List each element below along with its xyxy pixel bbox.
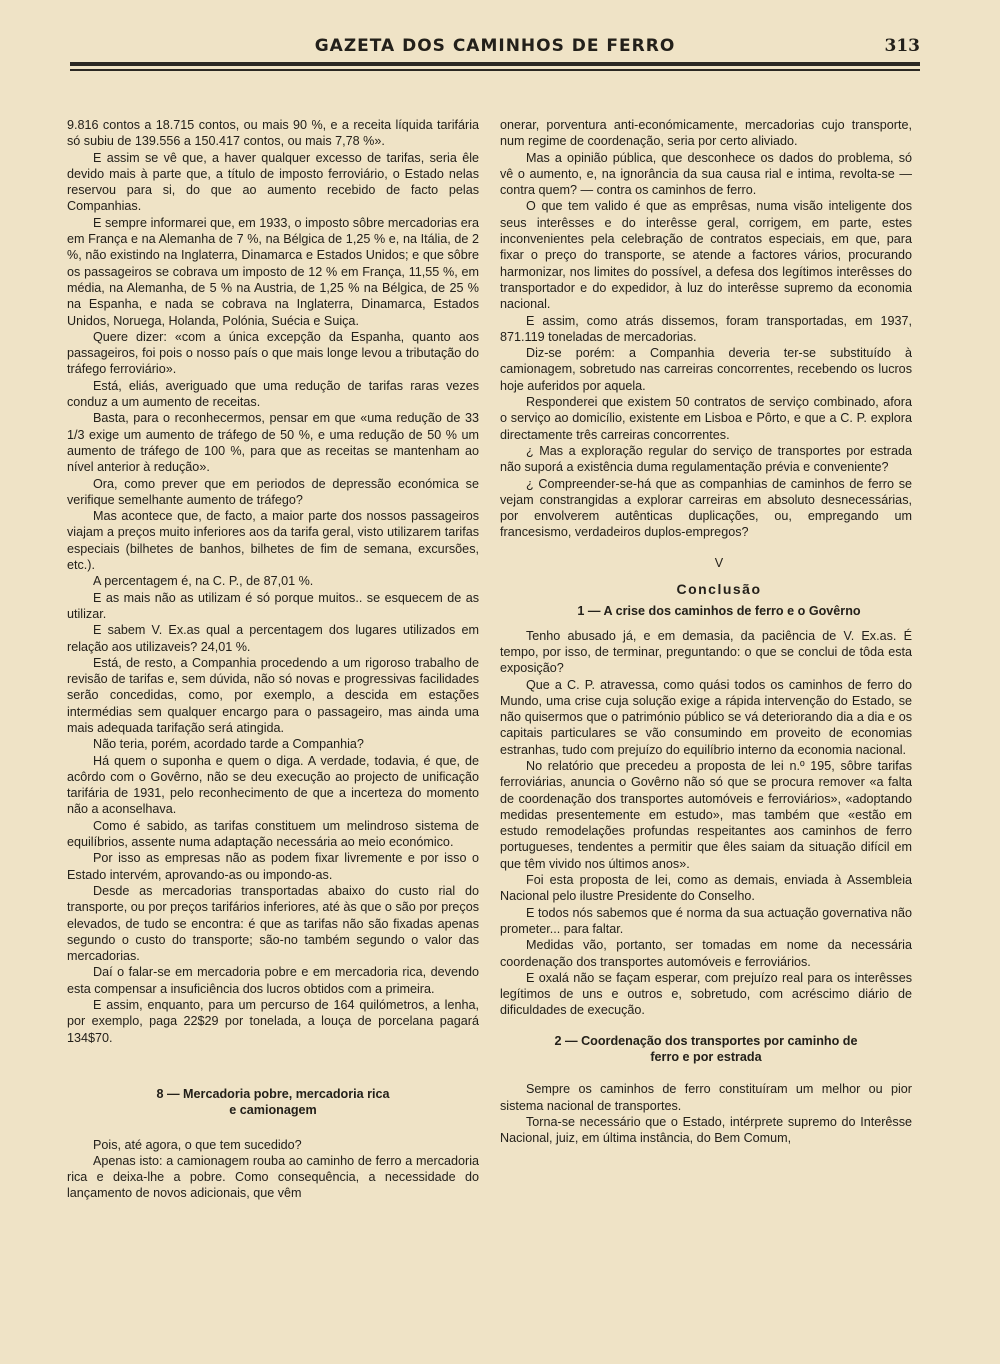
paragraph: E sabem V. Ex.as qual a percentagem dos lugares utilizados em relação aos utilizaveis? 24,01 %. <box>67 623 479 654</box>
header-rule-thin <box>70 69 920 71</box>
section-heading-line: 8 — Mercadoria pobre, mercadoria rica <box>156 1086 390 1101</box>
paragraph: Está, de resto, a Companhia procedendo a um rigoroso trabalho de revisão de tarifas e, sem dúvida, não só novas e progressivas facilidades serão concedidas, como, por exemplo, a descida em estações intermédias sem qualquer encargo para o passageiro, mas ainda uma mais adequada tarifação será atingida. <box>67 655 479 735</box>
paragraph: Tenho abusado já, e em demasia, da paciência de V. Ex.as. É tempo, por isso, de terminar, preguntando: o que se conclui de tôda esta exposição? <box>500 628 912 676</box>
section-heading-line: 2 — Coordenação dos transportes por caminho de <box>554 1033 858 1048</box>
left-column <box>67 117 479 1202</box>
page-header <box>70 32 920 72</box>
paragraph: Diz-se porém: a Companhia deveria ter-se substituído à camionagem, sobretudo nas carreiras concorrentes, recebendo os lucros hoje auferidos por aquela. <box>500 346 912 393</box>
paragraph: Mas acontece que, de facto, a maior parte dos nossos passageiros viajam a preços muito inferiores aos da tarifa geral, visto utilizarem tarifas especiais (bilhetes de banhos, bilhetes de fim de semana, excursões, etc.). <box>67 509 479 573</box>
conclusion-title: Conclusão <box>676 581 762 598</box>
paragraph: 9.816 contos a 18.715 contos, ou mais 90 %, e a receita líquida tarifária só subiu de 139.556 a 150.417 contos, ou mais 7,78 %». <box>67 118 479 149</box>
paragraph: Por isso as empresas não as podem fixar livremente e por isso o Estado intervém, aprovando-as ou impondo-as. <box>67 851 479 882</box>
paragraph: Desde as mercadorias transportadas abaixo do custo rial do transporte, ou por preços tarifários inferiores, até às que o são por preços elevados, de tudo se encontra: é que as tarifas não são fixadas apenas segundo o custo do transporte; são-no também segundo o valor das mercadorias. <box>67 883 479 964</box>
paragraph: Como é sabido, as tarifas constituem um melindroso sistema de equilíbrios, assente numa adaptação necessária ao meio económico. <box>67 818 479 850</box>
paragraph: Basta, para o reconhecermos, pensar em que «uma redução de 33 1/3 exige um aumento de tráfego de 50 %, e uma redução de 50 % um aumento de tráfego de 100 %, para que as receitas se mantenham ao nível anterior à redução». <box>67 411 479 475</box>
paragraph: Daí o falar-se em mercadoria pobre e em mercadoria rica, devendo esta compensar a insuficiência dos lucros obtidos com a primeira. <box>67 965 479 996</box>
paragraph: Pois, até agora, o que tem sucedido? <box>93 1137 302 1152</box>
right-column <box>500 117 912 1147</box>
paragraph: E as mais não as utilizam é só porque muitos.. se esquecem de as utilizar. <box>67 590 479 621</box>
header-rule-thick <box>70 62 920 66</box>
paragraph: E assim, enquanto, para um percurso de 164 quilómetros, a lenha, por exemplo, paga 22$29 por tonelada, a louça de porcelana pagará 134$70. <box>67 998 479 1045</box>
paragraph: E assim, como atrás dissemos, foram transportadas, em 1937, 871.119 toneladas de mercadorias. <box>500 313 912 344</box>
paragraph: E assim se vê que, a haver qualquer excesso de tarifas, seria êle devido mais à parte que, a título de imposto ferroviário, o Estado nelas reservou para si, do que ao aumento recebido de facto pelas Companhias. <box>67 150 479 214</box>
paragraph: Está, eliás, averiguado que uma redução de tarifas raras vezes conduz a um aumento de receitas. <box>67 378 479 410</box>
subsection-heading-1: 1 — A crise dos caminhos de ferro e o Govêrno <box>577 604 861 619</box>
subsection-heading-2 <box>500 1033 912 1066</box>
paragraph: Responderei que existem 50 contratos de serviço combinado, afora o serviço ao domicílio, existente em Lisboa e Pôrto, e que a C. P. explora directamente três carreiras concorrentes. <box>500 395 912 442</box>
section-heading-8 <box>67 1086 479 1119</box>
paragraph: E oxalá não se façam esperar, com prejuízo real para os interêsses legítimos de uns e outros e, sobretudo, com acréscimo diário de dificuldades de execução. <box>500 970 912 1018</box>
paragraph: Sempre os caminhos de ferro constituíram um melhor ou pior sistema nacional de transportes. <box>500 1082 912 1113</box>
paragraph: O que tem valido é que as emprêsas, numa visão inteligente dos seus interêsses e do interêsse geral, corrigem, em parte, estes inconvenientes pela celebração de contratos especiais, em que, para fixar o preço do transporte, se atende a factores vários, procurando harmonizar, nos limites do possível, a defesa dos legítimos interêsses do transportador e do expedidor, à luz do interêsse supremo da economia nacional. <box>500 199 912 312</box>
paragraph: Mas a opinião pública, que desconhece os dados do problema, só vê o aumento, e, na ignorância da sua causa rial e intima, revolta-se — contra quem? — contra os caminhos de ferro. <box>500 150 912 198</box>
paragraph: ¿ Mas a exploração regular do serviço de transportes por estrada não suporá a existência duma regulamentação prévia e conveniente? <box>500 443 912 475</box>
paragraph: E todos nós sabemos que é norma da sua actuação governativa não prometer... para faltar. <box>500 905 912 936</box>
paragraph: Que a C. P. atravessa, como quási todos os caminhos de ferro do Mundo, uma crise cuja solução exige a rápida intervenção do Estado, se não quisermos que o património público se vá deteriorando dia a dia e os capitais particulares se vão consumindo em proveito de economias estranhas, tudo com prejuízo do equilíbrio interno da economia nacional. <box>500 677 912 757</box>
roman-numeral: V <box>714 555 724 570</box>
section-heading-line: ferro e por estrada <box>650 1050 762 1065</box>
paragraph: ¿ Compreender-se-há que as companhias de caminhos de ferro se vejam constrangidas a explorar carreiras em absoluto desnecessárias, por envolverem autênticas duplicações, ou, empregando um francesismo, verdadeiros duplos-empregos? <box>500 476 912 540</box>
paragraph: Ora, como prever que em periodos de depressão económica se verifique semelhante aumento de tráfego? <box>67 476 479 507</box>
paragraph: Torna-se necessário que o Estado, intérprete supremo do Interêsse Nacional, juiz, em última instância, do Bem Comum, <box>500 1114 912 1146</box>
paragraph: Medidas vão, portanto, ser tomadas em nome da necessária coordenação dos transportes automóveis e ferroviários. <box>500 938 912 969</box>
paragraph: onerar, porventura anti-económicamente, mercadorias cujo transporte, num regime de coordenação, seria por certo aliviado. <box>500 118 912 149</box>
paragraph: Quere dizer: «com a única excepção da Espanha, quanto aos passageiros, foi pois o nosso país o que mais longe levou a tributação do tráfego ferroviário». <box>67 329 479 377</box>
journal-title: GAZETA DOS CAMINHOS DE FERRO <box>314 36 676 56</box>
paragraph: E sempre informarei que, em 1933, o imposto sôbre mercadorias era em França e na Alemanha de 7 %, na Bélgica de 1,25 % e, na Itália, de 2 %, não existindo na Inglaterra, Dinamarca e Estados Unidos; e que sôbre os passageiros se cobrava um imposto de 12 % em França, 11,55 %, em média, na Alemanha, de 5 % na Austria, de 1,25 % na Bélgica, de 25 % na Espanha, e nada se cobrava na Inglaterra, Dinamarca, Estados Unidos, Noruega, Holanda, Polónia, Suécia e Suiça. <box>67 215 479 328</box>
paragraph: A percentagem é, na C. P., de 87,01 %. <box>93 574 314 589</box>
section-heading-line: e camionagem <box>229 1103 317 1118</box>
paragraph: Apenas isto: a camionagem rouba ao caminho de ferro a mercadoria rica e deixa-lhe a pobre. Como consequência, a necessidade do lançamento de novos adicionais, que vêm <box>67 1153 479 1201</box>
paragraph: Não teria, porém, acordado tarde a Companhia? <box>93 737 364 752</box>
paragraph: Há quem o suponha e quem o diga. A verdade, todavia, é que, de acôrdo com o Govêrno, não se deu execução ao projecto de unificação tarifária de 1931, pelo reconhecimento de que a incerteza do momento não a aconselhava. <box>67 753 479 817</box>
paragraph: Foi esta proposta de lei, como as demais, enviada à Assembleia Nacional pelo ilustre Presidente do Conselho. <box>500 873 912 904</box>
paragraph: No relatório que precedeu a proposta de lei n.º 195, sôbre tarifas ferroviárias, anuncia o Govêrno não só que se procura remover «a falta de coordenação dos transportes automóveis e ferroviários», «adoptando medidas presentemente em estudo», mas também que «estão em estudo remodelações profundas respeitantes aos caminhos de ferro portugueses, tendentes a permitir que êles saiam da situação difícil em que têm vivido nos últimos anos». <box>500 758 912 871</box>
page-number: 313 <box>884 36 920 56</box>
